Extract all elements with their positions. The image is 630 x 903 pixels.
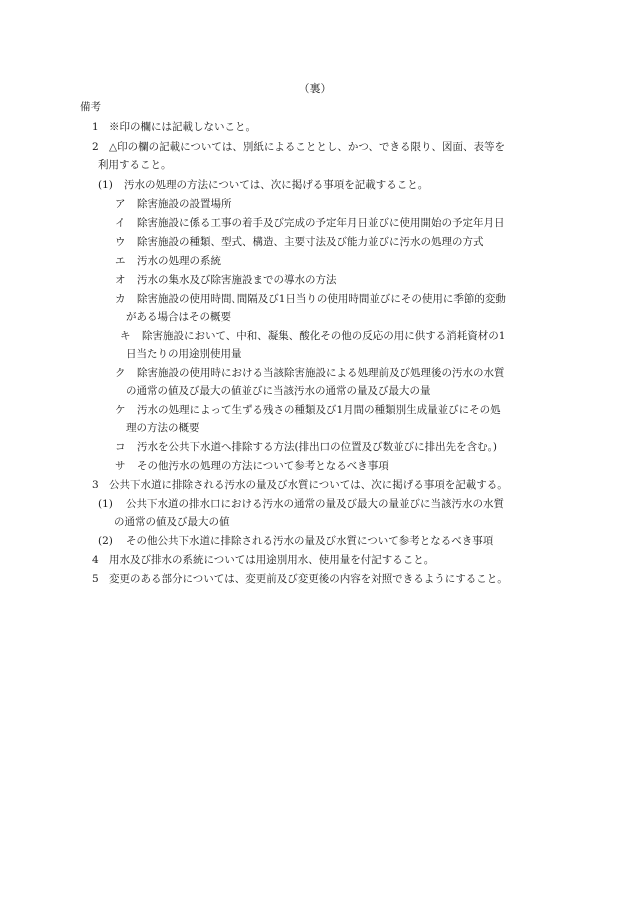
item-number: 5 [92, 573, 99, 585]
list-mark: カ [115, 293, 126, 305]
list-text: その他汚水の処理の方法について参考となるべき事項 [137, 460, 389, 472]
item-text: 公共下水道に排除される汚水の量及び水質については、次に掲げる事項を記載する。 [109, 479, 508, 491]
list-text: 汚水の処理によって生ずる残さの種類及び1月間の種類別生成量並びにその処 [137, 404, 501, 416]
sub-item-number: (1) [98, 498, 113, 510]
item-number: 1 [92, 121, 99, 133]
sub-item-text: その他公共下水道に排除される汚水の量及び水質について参考となるべき事項 [126, 535, 494, 547]
remark-item-2-continued: 利用すること。 [98, 159, 172, 171]
item-text: △印の欄の記載については、別紙によることとし、かつ、できる限り、図面、表等を [109, 141, 505, 153]
list-text: 除害施設の使用時における当該除害施設による処理前及び処理後の汚水の水質 [137, 367, 505, 379]
list-item-ka [115, 292, 506, 306]
list-mark: ク [115, 367, 126, 379]
list-item-ku [115, 366, 505, 380]
list-item-ke [115, 403, 501, 417]
list-mark: キ [120, 330, 131, 342]
list-item-i [115, 216, 505, 230]
sub-item-3-1-continued: の通常の値及び最大の値 [114, 516, 230, 528]
list-mark: オ [115, 274, 126, 286]
item-text: 用水及び排水の系統については用途別用水、使用量を付記すること。 [109, 554, 435, 566]
list-text: 除害施設の使用時間､間隔及び1日当りの使用時間並びにその使用に季節的変動 [137, 293, 506, 305]
sub-item-2-1 [98, 178, 428, 192]
sub-item-3-2 [98, 534, 493, 548]
list-text: 汚水の処理の系統 [137, 255, 221, 267]
list-item-ka-continued: がある場合はその概要 [126, 311, 231, 323]
list-text: 汚水の集水及び除害施設までの導水の方法 [137, 274, 337, 286]
list-text: 汚水を公共下水道へ排除する方法(排出口の位置及び数並びに排出先を含む。) [137, 441, 497, 453]
remark-item-5 [92, 572, 508, 586]
remark-item-3 [92, 478, 508, 492]
list-mark: エ [115, 255, 126, 267]
list-mark: イ [115, 217, 126, 229]
remark-item-1 [92, 120, 256, 134]
list-item-sa [115, 459, 389, 473]
list-item-e [115, 254, 221, 268]
list-item-ki [120, 329, 505, 343]
item-number: 2 [92, 141, 99, 153]
list-item-o [115, 273, 337, 287]
item-number: 3 [92, 479, 99, 491]
list-item-a [115, 197, 232, 211]
list-text: 除害施設に係る工事の着手及び完成の予定年月日並びに使用開始の予定年月日 [137, 217, 505, 229]
sub-item-text: 汚水の処理の方法については、次に掲げる事項を記載すること。 [124, 179, 429, 191]
list-item-ke-continued: 理の方法の概要 [126, 422, 200, 434]
list-mark: ア [115, 198, 126, 210]
list-mark: コ [115, 441, 126, 453]
item-text: ※印の欄には記載しないこと。 [109, 121, 256, 133]
list-item-ku-continued: の通常の値及び最大の値並びに当該汚水の通常の量及び最大の量 [126, 385, 431, 397]
sub-item-number: (1) [98, 179, 113, 191]
remark-item-2 [92, 140, 505, 154]
list-text: 除害施設の設置場所 [137, 198, 232, 210]
remarks-label: 備考 [80, 101, 101, 113]
sub-item-text: 公共下水道の排水口における汚水の通常の量及び最大の量並びに当該汚水の水質 [126, 498, 504, 510]
list-text: 除害施設において、中和、凝集、酸化その他の反応の用に供する消耗資材の1 [142, 330, 506, 342]
item-text: 変更のある部分については、変更前及び変更後の内容を対照できるようにすること。 [109, 573, 508, 585]
list-item-ki-continued: 日当たりの用途別使用量 [126, 348, 242, 360]
list-mark: ケ [115, 404, 126, 416]
list-mark: ウ [115, 236, 126, 248]
list-mark: サ [115, 460, 126, 472]
item-number: 4 [92, 554, 99, 566]
sub-item-number: (2) [98, 535, 113, 547]
list-item-ko [115, 440, 497, 454]
list-item-u [115, 235, 484, 249]
page-heading: （裏） [298, 82, 332, 95]
list-text: 除害施設の種類、型式、構造、主要寸法及び能力並びに汚水の処理の方式 [137, 236, 484, 248]
remark-item-4 [92, 553, 434, 567]
sub-item-3-1 [98, 497, 504, 511]
